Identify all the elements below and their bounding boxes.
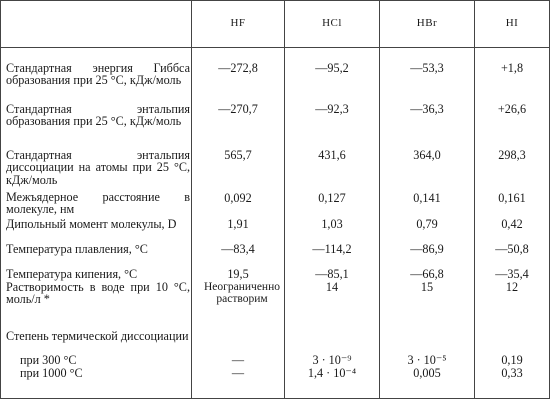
top-border [0, 0, 549, 1]
cell-value: 0,141 [413, 191, 441, 205]
left-border [0, 0, 1, 399]
row-label-thermal-dissociation: Степень термической диссоциации [6, 329, 189, 343]
cell-value: 3 · 10⁻⁹ [312, 353, 352, 367]
cell-value: —53,3 [410, 61, 444, 75]
cell-value: 0,005 [413, 366, 441, 380]
cell-value: 1,4 · 10⁻⁴ [307, 366, 357, 380]
cell-value: —36,3 [410, 102, 444, 116]
cell-value: —66,8 [410, 267, 444, 281]
cell-value: 0,161 [498, 191, 526, 205]
column-header-hbr: HBr [416, 17, 438, 29]
cell-value: 3 · 10⁻⁵ [407, 353, 447, 367]
header-divider [0, 47, 549, 48]
row-label-gibbs-energy: Стандартная энергия Гиббса образования при 25 °C, кДж/моль [6, 61, 190, 88]
cell-value: 19,5 [227, 267, 249, 281]
row-label-internuclear-distance: Межъядерное расстояние в молекуле, нм [6, 190, 190, 217]
column-header-hi: HI [505, 17, 519, 29]
cell-value: 0,79 [416, 217, 438, 231]
cell-value: — [231, 353, 245, 367]
bottom-border [0, 398, 549, 399]
cell-value: —270,7 [218, 102, 258, 116]
cell-value: 14 [325, 280, 339, 294]
cell-value: 565,7 [224, 148, 252, 162]
cell-value: 0,127 [318, 191, 346, 205]
row-label-boiling-point: Температура кипения, °C [6, 267, 138, 281]
cell-value: 15 [420, 280, 434, 294]
row-label-melting-point: Температура плавления, °C [6, 242, 148, 256]
cell-value: —86,9 [410, 242, 444, 256]
cell-value: 12 [505, 280, 519, 294]
row-label-1000c: при 1000 °C [20, 366, 83, 380]
row-label-300c: при 300 °C [20, 353, 77, 367]
cell-value: 364,0 [413, 148, 441, 162]
cell-value: 298,3 [498, 148, 526, 162]
cell-value: 431,6 [318, 148, 346, 162]
cell-value: Неограниченно растворим [204, 281, 280, 305]
cell-value: 0,19 [501, 353, 523, 367]
cell-value: 1,91 [227, 217, 249, 231]
cell-value: 0,33 [501, 366, 523, 380]
cell-value: —35,4 [495, 267, 529, 281]
row-label-formation-enthalpy: Стандартная энтальпия образования при 25 °C, кДж/моль [6, 102, 190, 129]
column-header-hcl: HCl [322, 17, 342, 29]
cell-value: —50,8 [495, 242, 529, 256]
cell-value: +26,6 [497, 102, 527, 116]
cell-value: — [231, 366, 245, 380]
cell-value: —272,8 [218, 61, 258, 75]
cell-value: 0,092 [224, 191, 252, 205]
column-header-hf: HF [230, 17, 246, 29]
cell-value: —95,2 [315, 61, 349, 75]
cell-value: —85,1 [315, 267, 349, 281]
cell-value: +1,8 [500, 61, 524, 75]
row-label-water-solubility: Растворимость в воде при 10 °C, моль/л * [6, 280, 190, 307]
cell-value: —92,3 [315, 102, 349, 116]
cell-value: 1,03 [321, 217, 343, 231]
cell-value: —83,4 [221, 242, 255, 256]
row-label-dipole-moment: Дипольный момент молекулы, D [6, 217, 177, 231]
cell-value: 0,42 [501, 217, 523, 231]
cell-value: —114,2 [312, 242, 352, 256]
row-label-dissociation-enthalpy: Стандартная энтальпия диссоциации на атомы при 25 °C, кДж/моль [6, 148, 190, 187]
